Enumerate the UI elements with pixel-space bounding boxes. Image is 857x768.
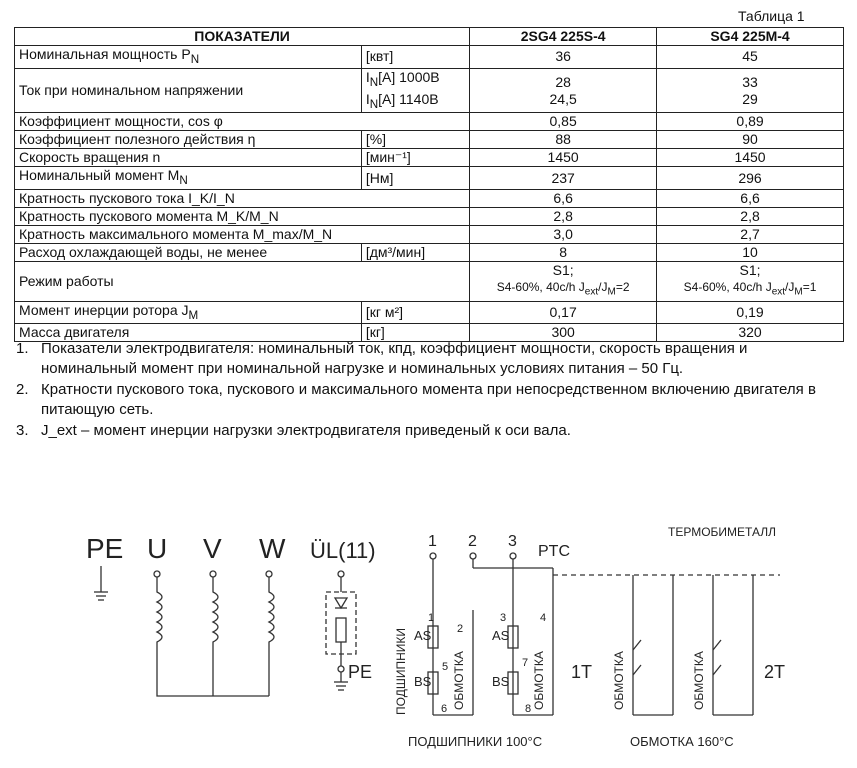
pin-1: 1 bbox=[428, 612, 435, 624]
row-unit: [кг м²] bbox=[361, 301, 469, 324]
row-value-2: 296 bbox=[657, 167, 844, 190]
label-ptc: PTC bbox=[538, 543, 570, 560]
row-value-2: 320 bbox=[657, 324, 844, 342]
row-label: Момент инерции ротора $J_M$ bbox=[15, 301, 362, 324]
row-value-1: 300 bbox=[470, 324, 657, 342]
row-unit: [квт] bbox=[361, 46, 469, 69]
row-value-1: 88 bbox=[470, 131, 657, 149]
row-value-1: 6,6 bbox=[470, 190, 657, 208]
terminal-1: 1 bbox=[428, 533, 437, 550]
label-winding-4: ОБМОТКА bbox=[692, 651, 706, 710]
row-label: Масса двигателя bbox=[15, 324, 362, 342]
label-ul: ÜL(11) bbox=[310, 538, 376, 563]
row-value-1: 0,85 bbox=[470, 113, 657, 131]
label-1t: 1T bbox=[571, 662, 593, 682]
row-label: Номинальный момент $M_N$ bbox=[15, 167, 362, 190]
row-value-2: 33 29 bbox=[657, 68, 844, 113]
row-label: Режим работы bbox=[15, 262, 470, 301]
label-winding-1: ОБМОТКА bbox=[452, 651, 466, 710]
wiring-diagram bbox=[0, 500, 857, 768]
row-value-1: 36 bbox=[470, 46, 657, 69]
header-model-2: SG4 225M-4 bbox=[657, 28, 844, 46]
row-value-1: 237 bbox=[470, 167, 657, 190]
label-2t: 2T bbox=[764, 662, 786, 682]
row-value-1: 1450 bbox=[470, 149, 657, 167]
label-bs-2: BS bbox=[492, 674, 510, 689]
table-row bbox=[15, 226, 844, 244]
label-as-2: AS bbox=[492, 628, 510, 643]
row-value-2: S1; S4-60%, 40c/h $J_{ext}/J_M=1$ bbox=[657, 262, 844, 301]
notes-list bbox=[16, 339, 846, 442]
row-value-1: S1; S4-60%, 40c/h $J_{ext}/J_M=2$ bbox=[470, 262, 657, 301]
pin-2: 2 bbox=[457, 623, 464, 635]
row-value-1: 2,8 bbox=[470, 208, 657, 226]
row-unit: [кг] bbox=[361, 324, 469, 342]
label-w: W bbox=[259, 533, 286, 564]
label-bs: BS bbox=[414, 674, 432, 689]
row-unit: [%] bbox=[361, 131, 469, 149]
note-item: 2. Кратности пускового тока, пускового и максимального момента при непосредственном включению двигателя в питающую сеть. bbox=[16, 381, 816, 418]
row-label: Кратность пускового момента M_K/M_N bbox=[15, 208, 470, 226]
pin-8: 8 bbox=[525, 703, 532, 715]
row-value-2: 90 bbox=[657, 131, 844, 149]
row-unit: $I_N[A]$ 1000В $I_N[A]$ 1140В bbox=[361, 68, 469, 113]
table-row bbox=[15, 131, 844, 149]
table-row bbox=[15, 167, 844, 190]
table-header-row bbox=[15, 28, 844, 46]
table-row bbox=[15, 46, 844, 69]
row-value-1: 0,17 bbox=[470, 301, 657, 324]
label-pe-2: PE bbox=[348, 662, 373, 682]
row-label: Коэффициент полезного действия η bbox=[15, 131, 362, 149]
row-value-2: 2,7 bbox=[657, 226, 844, 244]
row-label: Расход охлаждающей воды, не менее bbox=[15, 244, 362, 262]
table-row bbox=[15, 301, 844, 324]
pin-6: 6 bbox=[441, 703, 448, 715]
row-label: Коэффициент мощности, cos φ bbox=[15, 113, 470, 131]
table-row bbox=[15, 149, 844, 167]
row-value-2: 10 bbox=[657, 244, 844, 262]
pin-4: 4 bbox=[540, 612, 547, 624]
row-value-2: 2,8 bbox=[657, 208, 844, 226]
table-caption: Таблица 1 bbox=[738, 8, 805, 24]
label-v: V bbox=[203, 533, 222, 564]
row-value-1: 3,0 bbox=[470, 226, 657, 244]
row-unit: [Нм] bbox=[361, 167, 469, 190]
label-winding-3: ОБМОТКА bbox=[612, 651, 626, 710]
row-label: Кратность пускового тока I_K/I_N bbox=[15, 190, 470, 208]
label-u: U bbox=[147, 533, 168, 564]
table-row bbox=[15, 208, 844, 226]
table-row bbox=[15, 68, 844, 113]
label-winding-2: ОБМОТКА bbox=[532, 651, 546, 710]
row-value-1: 28 24,5 bbox=[470, 68, 657, 113]
row-label: Скорость вращения n bbox=[15, 149, 362, 167]
label-bearings-vertical: ПОДШИПНИКИ bbox=[394, 628, 408, 715]
row-label: Ток при номинальном напряжении bbox=[15, 68, 362, 113]
label-bearings-temp: ПОДШИПНИКИ 100°С bbox=[408, 734, 543, 749]
row-value-2: 45 bbox=[657, 46, 844, 69]
row-value-2: 1450 bbox=[657, 149, 844, 167]
pin-3: 3 bbox=[500, 612, 507, 624]
row-value-2: 0,89 bbox=[657, 113, 844, 131]
row-value-2: 6,6 bbox=[657, 190, 844, 208]
label-pe: PE bbox=[86, 533, 124, 564]
pin-5: 5 bbox=[442, 661, 449, 673]
note-item: 1. Показатели электродвигателя: номинальный ток, кпд, коэффициент мощности, скорость вращения и номинальный момент при номинальной нагрузке и номинальных условиях питания – 50 Гц. bbox=[16, 340, 748, 377]
row-value-1: 8 bbox=[470, 244, 657, 262]
label-winding-temp: ОБМОТКА 160°С bbox=[630, 734, 734, 749]
row-label: Номинальная мощность $P_N$ bbox=[15, 46, 362, 69]
terminal-3: 3 bbox=[508, 533, 517, 550]
table-row bbox=[15, 244, 844, 262]
terminal-2: 2 bbox=[468, 533, 477, 550]
table-row bbox=[15, 190, 844, 208]
table-row bbox=[15, 113, 844, 131]
spec-table bbox=[14, 27, 844, 342]
row-unit: [мин⁻¹] bbox=[361, 149, 469, 167]
table-row bbox=[15, 262, 844, 301]
label-as: AS bbox=[414, 628, 432, 643]
row-unit: [дм³/мин] bbox=[361, 244, 469, 262]
header-model-1: 2SG4 225S-4 bbox=[470, 28, 657, 46]
note-item: 3. J_ext – момент инерции нагрузки электродвигателя приведеный к оси вала. bbox=[16, 422, 571, 439]
header-indicators: ПОКАЗАТЕЛИ bbox=[15, 28, 470, 46]
row-value-2: 0,19 bbox=[657, 301, 844, 324]
pin-7: 7 bbox=[522, 657, 529, 669]
label-thermo: ТЕРМОБИМЕТАЛЛ bbox=[668, 525, 776, 539]
row-label: Кратность максимального момента M_max/M_N bbox=[15, 226, 470, 244]
